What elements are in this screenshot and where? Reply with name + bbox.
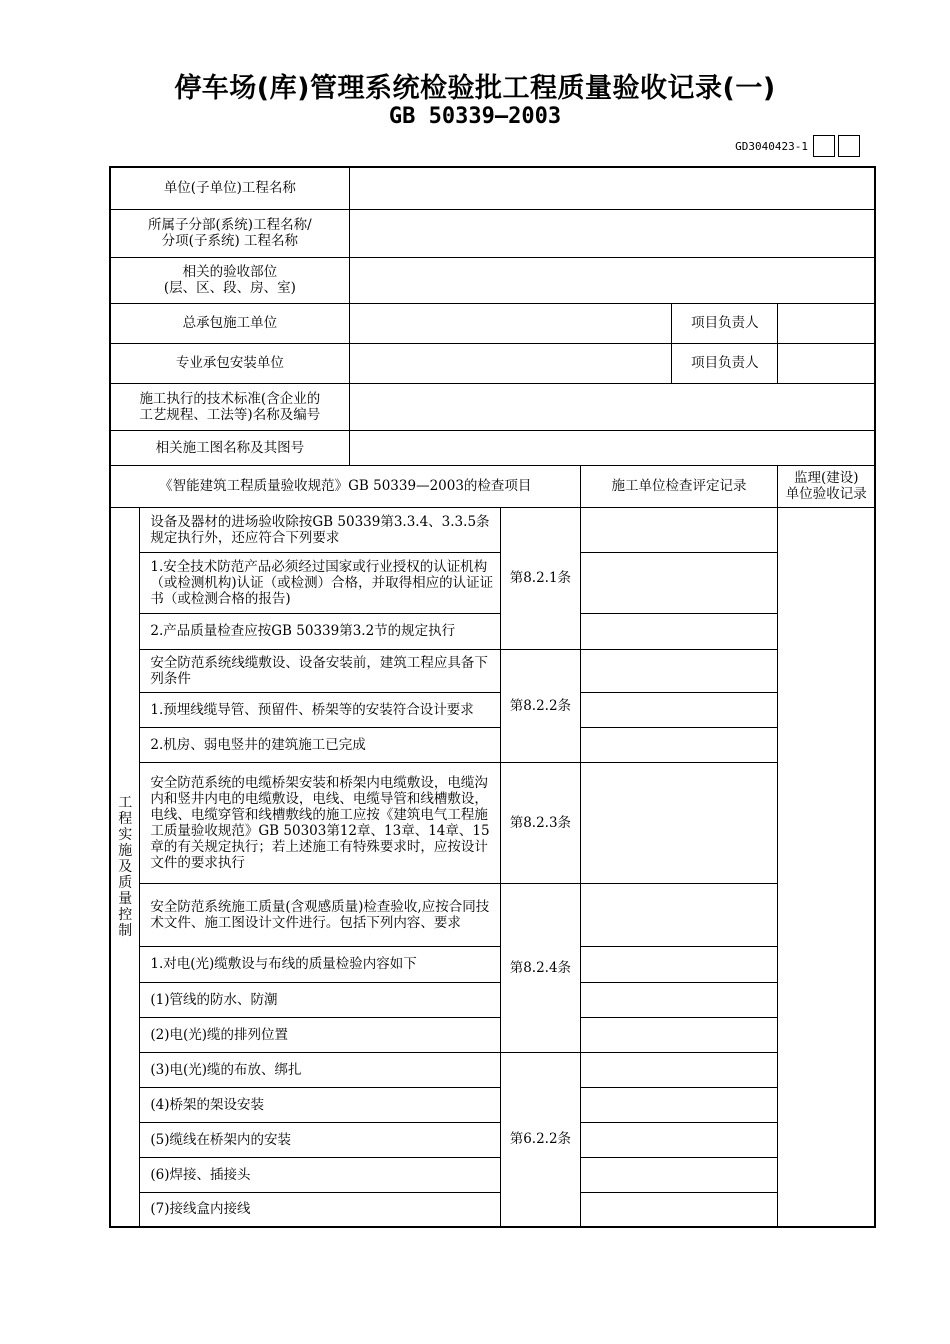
header-check-items: 《智能建筑工程质量验收规范》GB 50339—2003的检查项目 [110, 465, 580, 507]
row-subdivision [110, 209, 875, 257]
table-row [110, 692, 875, 727]
item-text: 1.对电(光)缆敷设与布线的质量检验内容如下 [140, 946, 501, 982]
header-supervisor-line1: 监理(建设) [793, 470, 859, 486]
field-drawing[interactable] [349, 430, 875, 465]
item-text: (3)电(光)缆的布放、绑扎 [140, 1052, 501, 1087]
inspection-record-table [109, 166, 876, 1228]
record-cell[interactable] [580, 727, 778, 762]
item-text: 安全防范系统线缆敷设、设备安装前，建筑工程应具备下列条件 [140, 649, 501, 692]
item-text: (5)缆线在桥架内的安装 [140, 1122, 501, 1157]
row-general-contractor [110, 303, 875, 343]
label-inspection-part [110, 257, 349, 303]
item-text: (2)电(光)缆的排列位置 [140, 1017, 501, 1052]
record-cell[interactable] [580, 1122, 778, 1157]
form-code: GD3040423-1 [735, 139, 808, 153]
record-cell[interactable] [580, 1087, 778, 1122]
record-cell[interactable] [580, 1052, 778, 1087]
label-sub-contractor: 专业承包安装单位 [110, 343, 349, 383]
clause-8-2-3: 第8.2.3条 [501, 762, 580, 883]
standard-number: GB 50339—2003 [388, 104, 562, 129]
field-unit-project[interactable] [349, 167, 875, 209]
table-row [110, 649, 875, 692]
item-text: (6)焊接、插接头 [140, 1157, 501, 1192]
label-drawing: 相关施工图名称及其图号 [110, 430, 349, 465]
row-inspection-part [110, 257, 875, 303]
table-row [110, 946, 875, 982]
form-title: 停车场(库)管理系统检验批工程质量验收记录(一) [174, 73, 776, 104]
record-cell[interactable] [580, 1157, 778, 1192]
clause-8-2-2: 第8.2.2条 [501, 649, 580, 762]
label-subdivision-line2: 分项(子系统) 工程名称 [161, 233, 298, 249]
form-code-row [735, 134, 860, 158]
item-text: 设备及器材的进场验收除按GB 50339第3.3.4、3.3.5条规定执行外，还应符合下列要求 [140, 507, 501, 552]
table-row [110, 1122, 875, 1157]
record-cell[interactable] [580, 552, 778, 613]
record-cell[interactable] [580, 762, 778, 883]
clause-8-2-1: 第8.2.1条 [501, 507, 580, 649]
table-row [110, 1087, 875, 1122]
field-subdivision[interactable] [349, 209, 875, 257]
table-row [110, 762, 875, 883]
item-text: (4)桥架的架设安装 [140, 1087, 501, 1122]
record-cell[interactable] [580, 613, 778, 649]
section-label: 工程实施及质量控制 [110, 507, 140, 1227]
label-subdivision-line1: 所属子分部(系统)工程名称/ [148, 217, 312, 233]
field-sub-contractor[interactable] [349, 343, 672, 383]
record-cell[interactable] [580, 1017, 778, 1052]
table-row [110, 883, 875, 946]
row-tech-standard [110, 383, 875, 430]
label-inspection-part-line2: (层、区、段、房、室) [163, 280, 296, 296]
record-cell[interactable] [580, 507, 778, 552]
label-project-manager-2: 项目负责人 [672, 343, 778, 383]
label-project-manager-1: 项目负责人 [672, 303, 778, 343]
item-text: 安全防范系统施工质量(含观感质量)检查验收,应按合同技术文件、施工图设计文件进行。包括下列内容、要求 [140, 883, 501, 946]
header-contractor-record: 施工单位检查评定记录 [580, 465, 778, 507]
record-cell[interactable] [580, 1192, 778, 1227]
record-cell[interactable] [580, 649, 778, 692]
clause-6-2-2: 第6.2.2条 [501, 1052, 580, 1227]
table-row [110, 552, 875, 613]
item-text: 2.机房、弱电竖井的建筑施工已完成 [140, 727, 501, 762]
field-inspection-part[interactable] [349, 257, 875, 303]
record-cell[interactable] [580, 982, 778, 1017]
row-drawing [110, 430, 875, 465]
table-row [110, 1192, 875, 1227]
label-general-contractor: 总承包施工单位 [110, 303, 349, 343]
field-general-contractor[interactable] [349, 303, 672, 343]
item-text: (7)接线盒内接线 [140, 1192, 501, 1227]
supervisor-record-cell[interactable] [778, 507, 875, 1227]
row-unit-project [110, 167, 875, 209]
header-supervisor-line2: 单位验收记录 [785, 486, 867, 502]
form-code-box-1[interactable] [813, 135, 835, 157]
label-inspection-part-line1: 相关的验收部位 [182, 264, 278, 280]
table-row [110, 613, 875, 649]
field-project-manager-1[interactable] [778, 303, 875, 343]
header-supervisor-record [778, 465, 875, 507]
item-text: 2.产品质量检查应按GB 50339第3.2节的规定执行 [140, 613, 501, 649]
table-row [110, 1017, 875, 1052]
row-sub-contractor [110, 343, 875, 383]
label-tech-standard [110, 383, 349, 430]
label-tech-standard-line2: 工艺规程、工法等)名称及编号 [139, 406, 321, 423]
item-text: 1.预埋线缆导管、预留件、桥架等的安装符合设计要求 [140, 692, 501, 727]
form-code-box-2[interactable] [838, 135, 860, 157]
item-text: 安全防范系统的电缆桥架安装和桥架内电缆敷设，电缆沟内和竖井内电的电缆敷设，电线、电缆导管和线槽敷设，电线、电缆穿管和线槽敷线的施工应按《建筑电气工程施工质量验收规范》GB 50303第12章、13章、14章、15章的有关规定执行；若上述施工有特殊要求时，应按设计文件的要求执行 [140, 762, 501, 883]
table-row [110, 982, 875, 1017]
label-unit-project: 单位(子单位)工程名称 [110, 167, 349, 209]
table-row [110, 1157, 875, 1192]
item-text: 1.安全技术防范产品必须经过国家或行业授权的认证机构（或检测机构)认证（或检测）合格，并取得相应的认证证书（或检测合格的报告) [140, 552, 501, 613]
field-project-manager-2[interactable] [778, 343, 875, 383]
table-row [110, 727, 875, 762]
item-text: (1)管线的防水、防潮 [140, 982, 501, 1017]
record-cell[interactable] [580, 946, 778, 982]
table-row [110, 507, 875, 552]
table-row [110, 1052, 875, 1087]
record-cell[interactable] [580, 692, 778, 727]
label-tech-standard-line1: 施工执行的技术标准(含企业的 [139, 390, 321, 407]
field-tech-standard[interactable] [349, 383, 875, 430]
clause-8-2-4: 第8.2.4条 [501, 883, 580, 1052]
row-column-header [110, 465, 875, 507]
record-cell[interactable] [580, 883, 778, 946]
label-subdivision [110, 209, 349, 257]
